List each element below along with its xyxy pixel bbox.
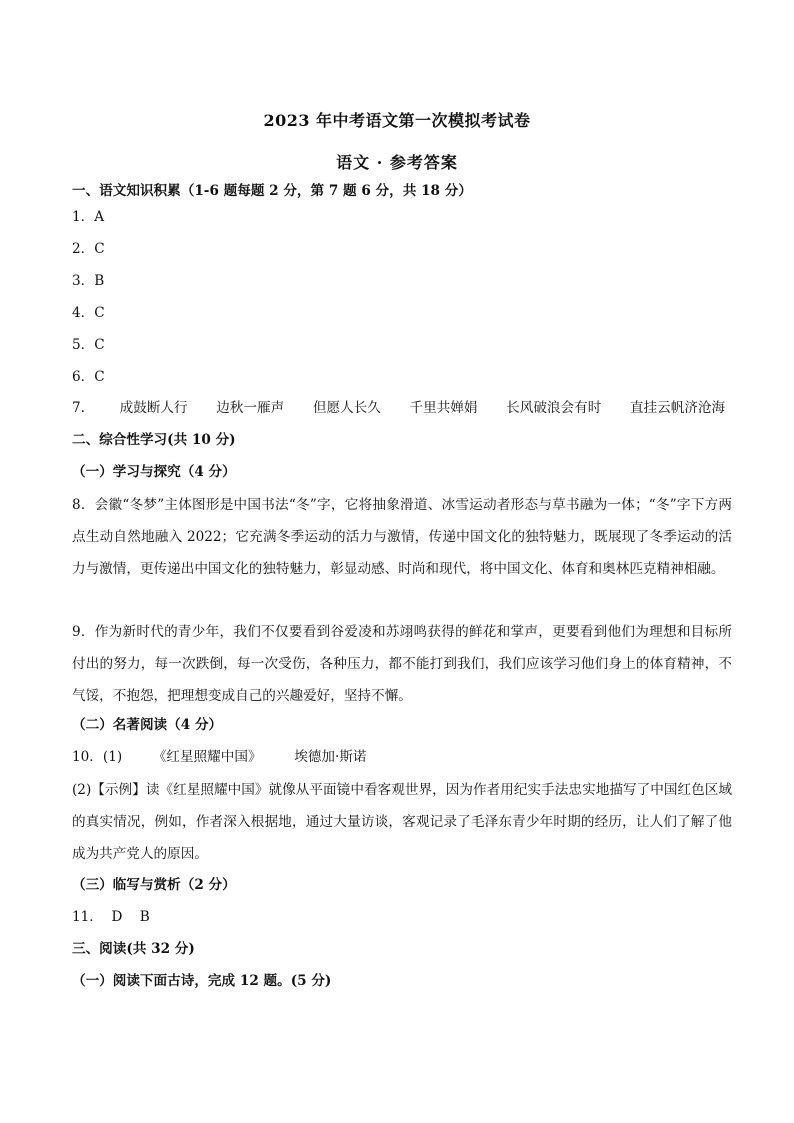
page-title: 2023 年中考语文第一次模拟考试卷 [263,111,531,130]
subsection-heading-2-3: （三）临写与赏析（2 分） [72,877,236,893]
answer-9: 9．作为新时代的青少年，我们不仅要看到谷爱凌和苏翊鸣获得的鲜花和掌声，更要看到他们为理想和目标所付出的努力，每一次跌倒，每一次受伤，各种压力，都不能打到我们，我们应该学习他们身上的体育精神，不气馁，不抱怨，把理想变成自己的兴趣爱好，坚持不懈。 [72,624,732,704]
answer-5: 5．C [72,337,105,353]
answer-8: 8．会徽“冬梦”主体图形是中国书法“冬”字，它将抽象滑道、冰雪运动者形态与草书融为一体；“冬”字下方两点生动自然地融入 2022；它充满冬季运动的活力与激情，传递中国文化的独特魅力，既展现了冬季运动的活力与激情，更传递出中国文化的独特魅力，彰显动感、时尚和现代，将中国文化、体育和奥林匹克精神相融。 [72,497,732,577]
section-heading-1: 一、语文知识积累（1-6 题每题 2 分，第 7 题 6 分，共 18 分） [72,183,472,199]
answer-7-item: 长风破浪会有时 [506,400,602,416]
subsection-heading-3-1: （一）阅读下面古诗，完成 12 题。(5 分) [72,973,332,989]
subsection-heading-2-1: （一）学习与探究（4 分） [72,464,236,480]
answer-10-2: (2)【示例】读《红星照耀中国》就像从平面镜中看客观世界，因为作者用纪实手法忠实地描写了中国红色区域的真实情况，例如，作者深入根据地，通过大量访谈，客观记录了毛泽东青少年时期的经历，让人们了解了他成为共产党人的原因。 [72,782,732,862]
answer-7-item: 千里共婵娟 [409,400,478,416]
answer-7-item: 边秋一雁声 [216,400,285,416]
answer-2: 2．C [72,241,105,257]
answer-7-item: 但愿人长久 [312,400,381,416]
answer-7-item: 直挂云帆济沧海 [629,400,726,416]
answer-7-row [72,398,732,418]
answer-10-number: 10．(1) [72,749,123,765]
answer-10-book-title: 《红星照耀中国》 [152,749,262,765]
answer-1: 1．A [72,209,105,225]
answer-7-number: 7. [72,400,85,416]
section-heading-3: 三、阅读(共 32 分) [72,941,195,957]
answer-6: 6．C [72,369,105,385]
section-heading-2: 二、综合性学习(共 10 分) [72,432,236,448]
answer-10-author: 埃德加·斯诺 [294,749,367,765]
answer-7-item: 成鼓断人行 [119,400,188,416]
page-subtitle: 语文 · 参考答案 [336,153,458,172]
answer-10-1-row [72,747,732,767]
answer-3: 3．B [72,273,105,289]
answer-4: 4．C [72,305,105,321]
answer-11: 11． D B [72,909,150,925]
subsection-heading-2-2: （二）名著阅读（4 分） [72,717,223,733]
